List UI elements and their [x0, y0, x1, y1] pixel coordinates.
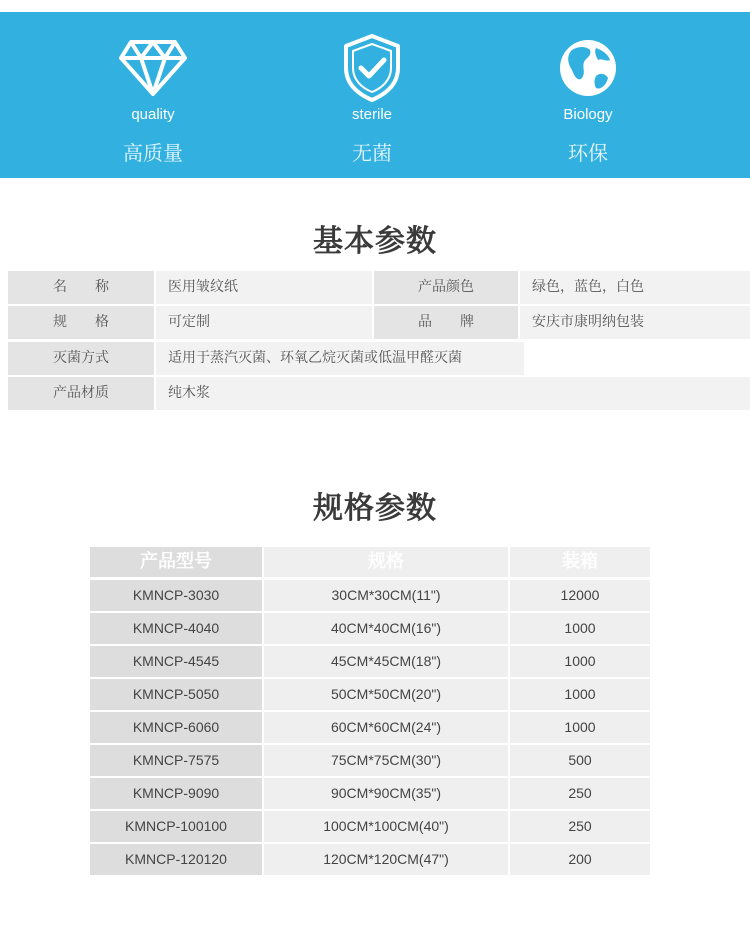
column-header: 规格: [264, 547, 508, 577]
size-cell: 60CM*60CM(24"): [264, 712, 508, 743]
pack-cell: 1000: [510, 679, 650, 710]
feature-biology: [488, 12, 688, 178]
size-cell: 40CM*40CM(16"): [264, 613, 508, 644]
param-key: 产品颜色: [374, 271, 518, 304]
model-cell: KMNCP-6060: [90, 712, 262, 743]
pack-cell: 200: [510, 844, 650, 875]
feature-label-zh: 高质量: [123, 141, 183, 165]
globe-icon: [552, 32, 624, 102]
model-cell: KMNCP-5050: [90, 679, 262, 710]
param-key: 品 牌: [374, 306, 518, 339]
feature-label-en: quality: [131, 106, 175, 123]
param-key: 名 称: [8, 271, 154, 304]
table-row: [90, 811, 650, 842]
model-cell: KMNCP-4040: [90, 613, 262, 644]
table-row: [90, 844, 650, 875]
pack-cell: 12000: [510, 580, 650, 611]
feature-label-zh: 环保: [568, 141, 608, 165]
model-cell: KMNCP-7575: [90, 745, 262, 776]
param-value: 绿色，蓝色，白色: [520, 271, 750, 304]
size-cell: 75CM*75CM(30"): [264, 745, 508, 776]
size-cell: 45CM*45CM(18"): [264, 646, 508, 677]
param-value: 纯木浆: [156, 377, 750, 410]
size-cell: 50CM*50CM(20"): [264, 679, 508, 710]
feature-label-en: Biology: [563, 106, 613, 123]
pack-cell: 500: [510, 745, 650, 776]
table-row: [90, 778, 650, 809]
feature-sterile: [272, 12, 472, 178]
table-row: [90, 679, 650, 710]
param-key: 规 格: [8, 306, 154, 339]
shield-check-icon: [336, 32, 408, 102]
param-key: 灭菌方式: [8, 342, 154, 375]
param-value: 安庆市康明纳包装: [520, 306, 750, 339]
param-key: 产品材质: [8, 377, 154, 410]
pack-cell: 1000: [510, 712, 650, 743]
size-cell: 100CM*100CM(40"): [264, 811, 508, 842]
feature-label-zh: 无菌: [352, 141, 392, 165]
size-cell: 30CM*30CM(11"): [264, 580, 508, 611]
table-row: [90, 712, 650, 743]
pack-cell: 1000: [510, 646, 650, 677]
param-value: 可定制: [156, 306, 372, 339]
basic-params-title: 基本参数: [313, 224, 437, 259]
table-row: [90, 580, 650, 611]
table-row: [90, 646, 650, 677]
model-cell: KMNCP-3030: [90, 580, 262, 611]
table-row: [90, 613, 650, 644]
model-cell: KMNCP-120120: [90, 844, 262, 875]
feature-quality: [53, 12, 253, 178]
column-header: 装箱: [510, 547, 650, 577]
diamond-icon: [117, 32, 189, 102]
model-cell: KMNCP-100100: [90, 811, 262, 842]
param-value: 适用于蒸汽灭菌、环氧乙烷灭菌或低温甲醛灭菌: [156, 342, 524, 375]
column-header: 产品型号: [90, 547, 262, 577]
param-value: 医用皱纹纸: [156, 271, 372, 304]
pack-cell: 250: [510, 778, 650, 809]
size-cell: 120CM*120CM(47"): [264, 844, 508, 875]
spec-params-title: 规格参数: [313, 491, 437, 526]
pack-cell: 1000: [510, 613, 650, 644]
pack-cell: 250: [510, 811, 650, 842]
model-cell: KMNCP-4545: [90, 646, 262, 677]
feature-banner: [0, 12, 750, 178]
model-cell: KMNCP-9090: [90, 778, 262, 809]
size-cell: 90CM*90CM(35"): [264, 778, 508, 809]
feature-label-en: sterile: [351, 106, 392, 123]
table-row: [90, 745, 650, 776]
